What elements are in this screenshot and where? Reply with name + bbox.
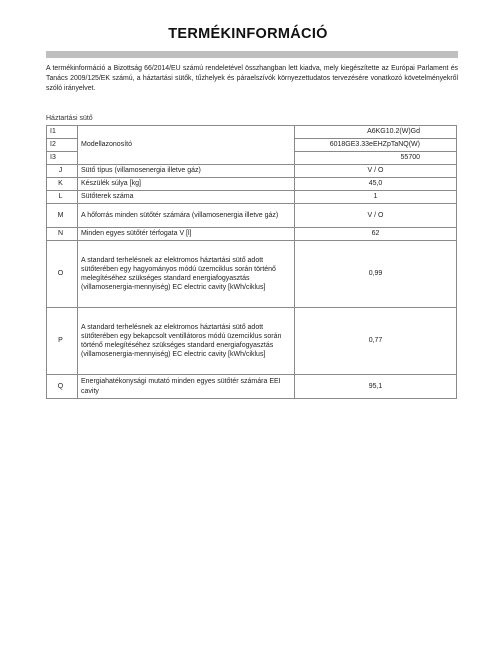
row-code: M — [47, 204, 78, 228]
row-code: O — [47, 241, 78, 308]
table-row — [47, 241, 457, 308]
table-row — [47, 165, 457, 178]
table-row — [47, 178, 457, 191]
row-value: 0,77 — [295, 308, 457, 375]
row-value: V / O — [295, 165, 457, 178]
row-description: A hőforrás minden sütőtér számára (villamosenergia illetve gáz) — [78, 204, 295, 228]
intro-paragraph: A termékinformáció a Bizottság 66/2014/EU számú rendeletével összhangban lett kiadva, mely kiegészítette az Európai Parlament és Tanács 2009/125/EK számú, a háztartási sütők, tűzhelyek és páraelszívók környezettudatos tervezésére vonatkozó követelményekről szóló irányelvet. — [46, 65, 458, 92]
table-row — [47, 228, 457, 241]
row-value: 0,99 — [295, 241, 457, 308]
row-code: Q — [47, 375, 78, 399]
row-value: 6018GE3.33eEHZpTaNQ(W) — [295, 139, 457, 152]
row-value: 62 — [295, 228, 457, 241]
row-description: A standard terhelésnek az elektromos háztartási sütő adott sütőterében egy bekapcsolt ventillátoros módú üzemciklus során történő melegítéséhez szükséges standard energiafogyasztás (villamosenergia-mennyiség) EC electric cavity [kWh/ciklus] — [78, 308, 295, 375]
row-value: 45,0 — [295, 178, 457, 191]
row-code: N — [47, 228, 78, 241]
section-label: Háztartási sütő — [46, 115, 93, 122]
table-row — [47, 126, 457, 139]
row-code: I1 — [47, 126, 78, 139]
row-description: Energiahatékonysági mutató minden egyes sütőtér számára EEI cavity — [78, 375, 295, 399]
row-description: Sütőterek száma — [78, 191, 295, 204]
row-code: I2 — [47, 139, 78, 152]
row-code: I3 — [47, 152, 78, 165]
table-row — [47, 191, 457, 204]
row-description: Készülék súlya [kg] — [78, 178, 295, 191]
row-value: V / O — [295, 204, 457, 228]
spec-table — [46, 125, 457, 399]
row-code: K — [47, 178, 78, 191]
row-value: 95,1 — [295, 375, 457, 399]
row-description: Modellazonosító — [78, 126, 295, 165]
table-row — [47, 375, 457, 399]
row-description: Minden egyes sütőtér térfogata V [l] — [78, 228, 295, 241]
row-code: L — [47, 191, 78, 204]
table-row — [47, 308, 457, 375]
table-row — [47, 204, 457, 228]
row-value: A6KG10.2(W)Gd — [295, 126, 457, 139]
row-code: P — [47, 308, 78, 375]
row-code: J — [47, 165, 78, 178]
row-description: A standard terhelésnek az elektromos háztartási sütő adott sütőterében egy hagyományos módú üzemciklus során történő melegítéséhez szükséges standard energiafogyasztás (villamosenergia-mennyiség) EC electric cavity [kWh/ciklus] — [78, 241, 295, 308]
row-value: 55700 — [295, 152, 457, 165]
page-title: TERMÉKINFORMÁCIÓ — [168, 26, 328, 42]
title-divider — [46, 51, 458, 58]
row-value: 1 — [295, 191, 457, 204]
row-description: Sütő típus (villamosenergia illetve gáz) — [78, 165, 295, 178]
